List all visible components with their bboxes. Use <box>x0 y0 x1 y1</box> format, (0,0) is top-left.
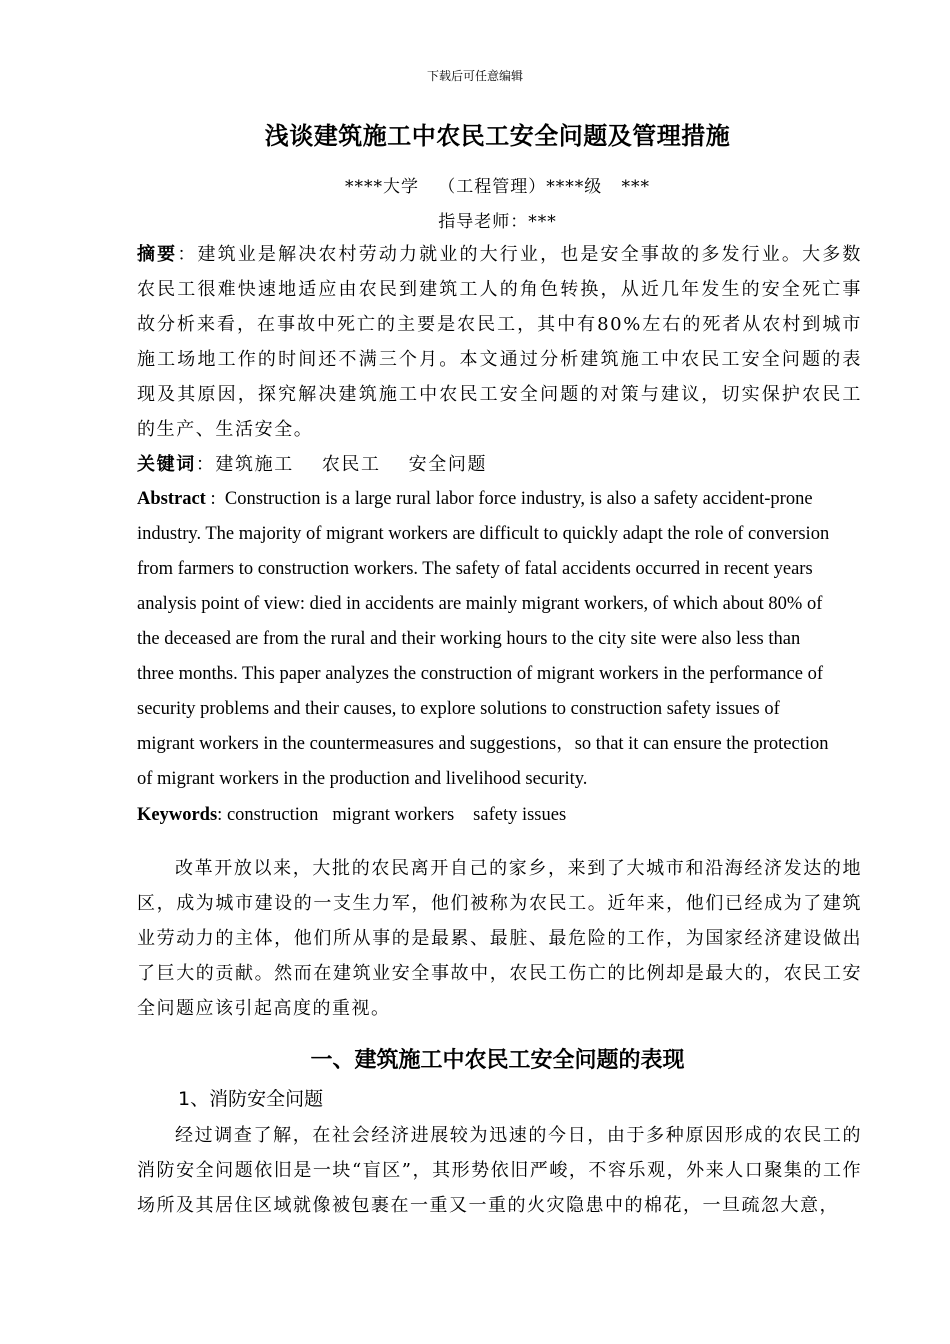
keywords-cn-sep: ： <box>195 454 216 475</box>
abstract-en-text: Construction is a large rural labor force industry, is also a safety accident-prone <box>224 489 813 509</box>
abstract-cn <box>137 237 862 447</box>
abstract-en-line <box>137 482 862 517</box>
keywords-en-sep: : <box>217 805 227 825</box>
keywords-cn-label: 关键词 <box>137 454 196 475</box>
keywords-en-label: Keywords <box>137 805 218 825</box>
page-title: 浅谈建筑施工中农民工安全问题及管理措施 <box>264 122 731 150</box>
keyword-en: migrant workers <box>332 805 455 825</box>
abstract-en-line: analysis point of view: died in accidents are mainly migrant workers, of which about 80% of <box>137 594 823 614</box>
keywords-cn <box>137 447 862 482</box>
section-heading: 一、建筑施工中农民工安全问题的表现 <box>310 1048 685 1073</box>
header-note: 下载后可任意编辑 <box>426 69 523 83</box>
abstract-en-line: of migrant workers in the production and livelihood security. <box>137 769 588 789</box>
abstract-en-line: migrant workers in the countermeasures and suggestions，so that it can ensure the protection <box>137 734 829 754</box>
author-line: ****大学 （工程管理）****级 *** <box>345 177 650 197</box>
keyword-cn: 农民工 <box>321 454 381 475</box>
abstract-cn-label: 摘要 <box>137 244 178 265</box>
subsection-paragraph: 经过调查了解，在社会经济进展较为迅速的今日，由于多种原因形成的农民工的消防安全问题依旧是一块“盲区”，其形势依旧严峻，不容乐观，外来人口聚集的工作场所及其居住区域就像被包裹在一重又一重的火灾隐患中的棉花，一旦疏忽大意， <box>137 1125 862 1216</box>
keyword-en: safety issues <box>473 805 567 825</box>
subsection-heading: 1、消防安全问题 <box>178 1088 324 1110</box>
abstract-en-line: the deceased are from the rural and their working hours to the city site were also less than <box>137 629 801 649</box>
abstract-en-line: three months. This paper analyzes the construction of migrant workers in the performance of <box>137 664 823 684</box>
abstract-cn-text: 建筑业是解决农村劳动力就业的大行业，也是安全事故的多发行业。大多数农民工很难快速地适应由农民到建筑工人的角色转换，从近几年发生的安全死亡事故分析来看，在事故中死亡的主要是农民工，其中有80%左右的死者从农村到城市施工场地工作的时间还不满三个月。本文通过分析建筑施工中农民工安全问题的表现及其原因，探究解决建筑施工中农民工安全问题的对策与建议，切实保护农民工的生产、生活安全。 <box>137 244 862 440</box>
keyword-cn: 安全问题 <box>408 454 488 475</box>
abstract-en <box>137 482 862 797</box>
advisor-line: 指导老师：*** <box>438 212 557 232</box>
keyword-en: construction <box>226 805 319 825</box>
keyword-cn: 建筑施工 <box>215 454 294 475</box>
abstract-cn-sep: ： <box>177 244 198 265</box>
abstract-en-line: security problems and their causes, to explore solutions to construction safety issues of <box>137 699 780 719</box>
abstract-en-label: Abstract <box>137 489 206 509</box>
keywords-en <box>137 798 862 833</box>
intro-paragraph: 改革开放以来，大批的农民离开自己的家乡，来到了大城市和沿海经济发达的地区，成为城市建设的一支生力军，他们被称为农民工。近年来，他们已经成为了建筑业劳动力的主体，他们所从事的是最累、最脏、最危险的工作，为国家经济建设做出了巨大的贡献。然而在建筑业安全事故中，农民工伤亡的比例却是最大的，农民工安全问题应该引起高度的重视。 <box>137 858 862 1019</box>
abstract-en-sep: : <box>205 489 225 509</box>
abstract-en-line: industry. The majority of migrant workers are difficult to quickly adapt the role of conversion <box>137 524 830 544</box>
abstract-en-line: from farmers to construction workers. The safety of fatal accidents occurred in recent years <box>137 559 813 579</box>
